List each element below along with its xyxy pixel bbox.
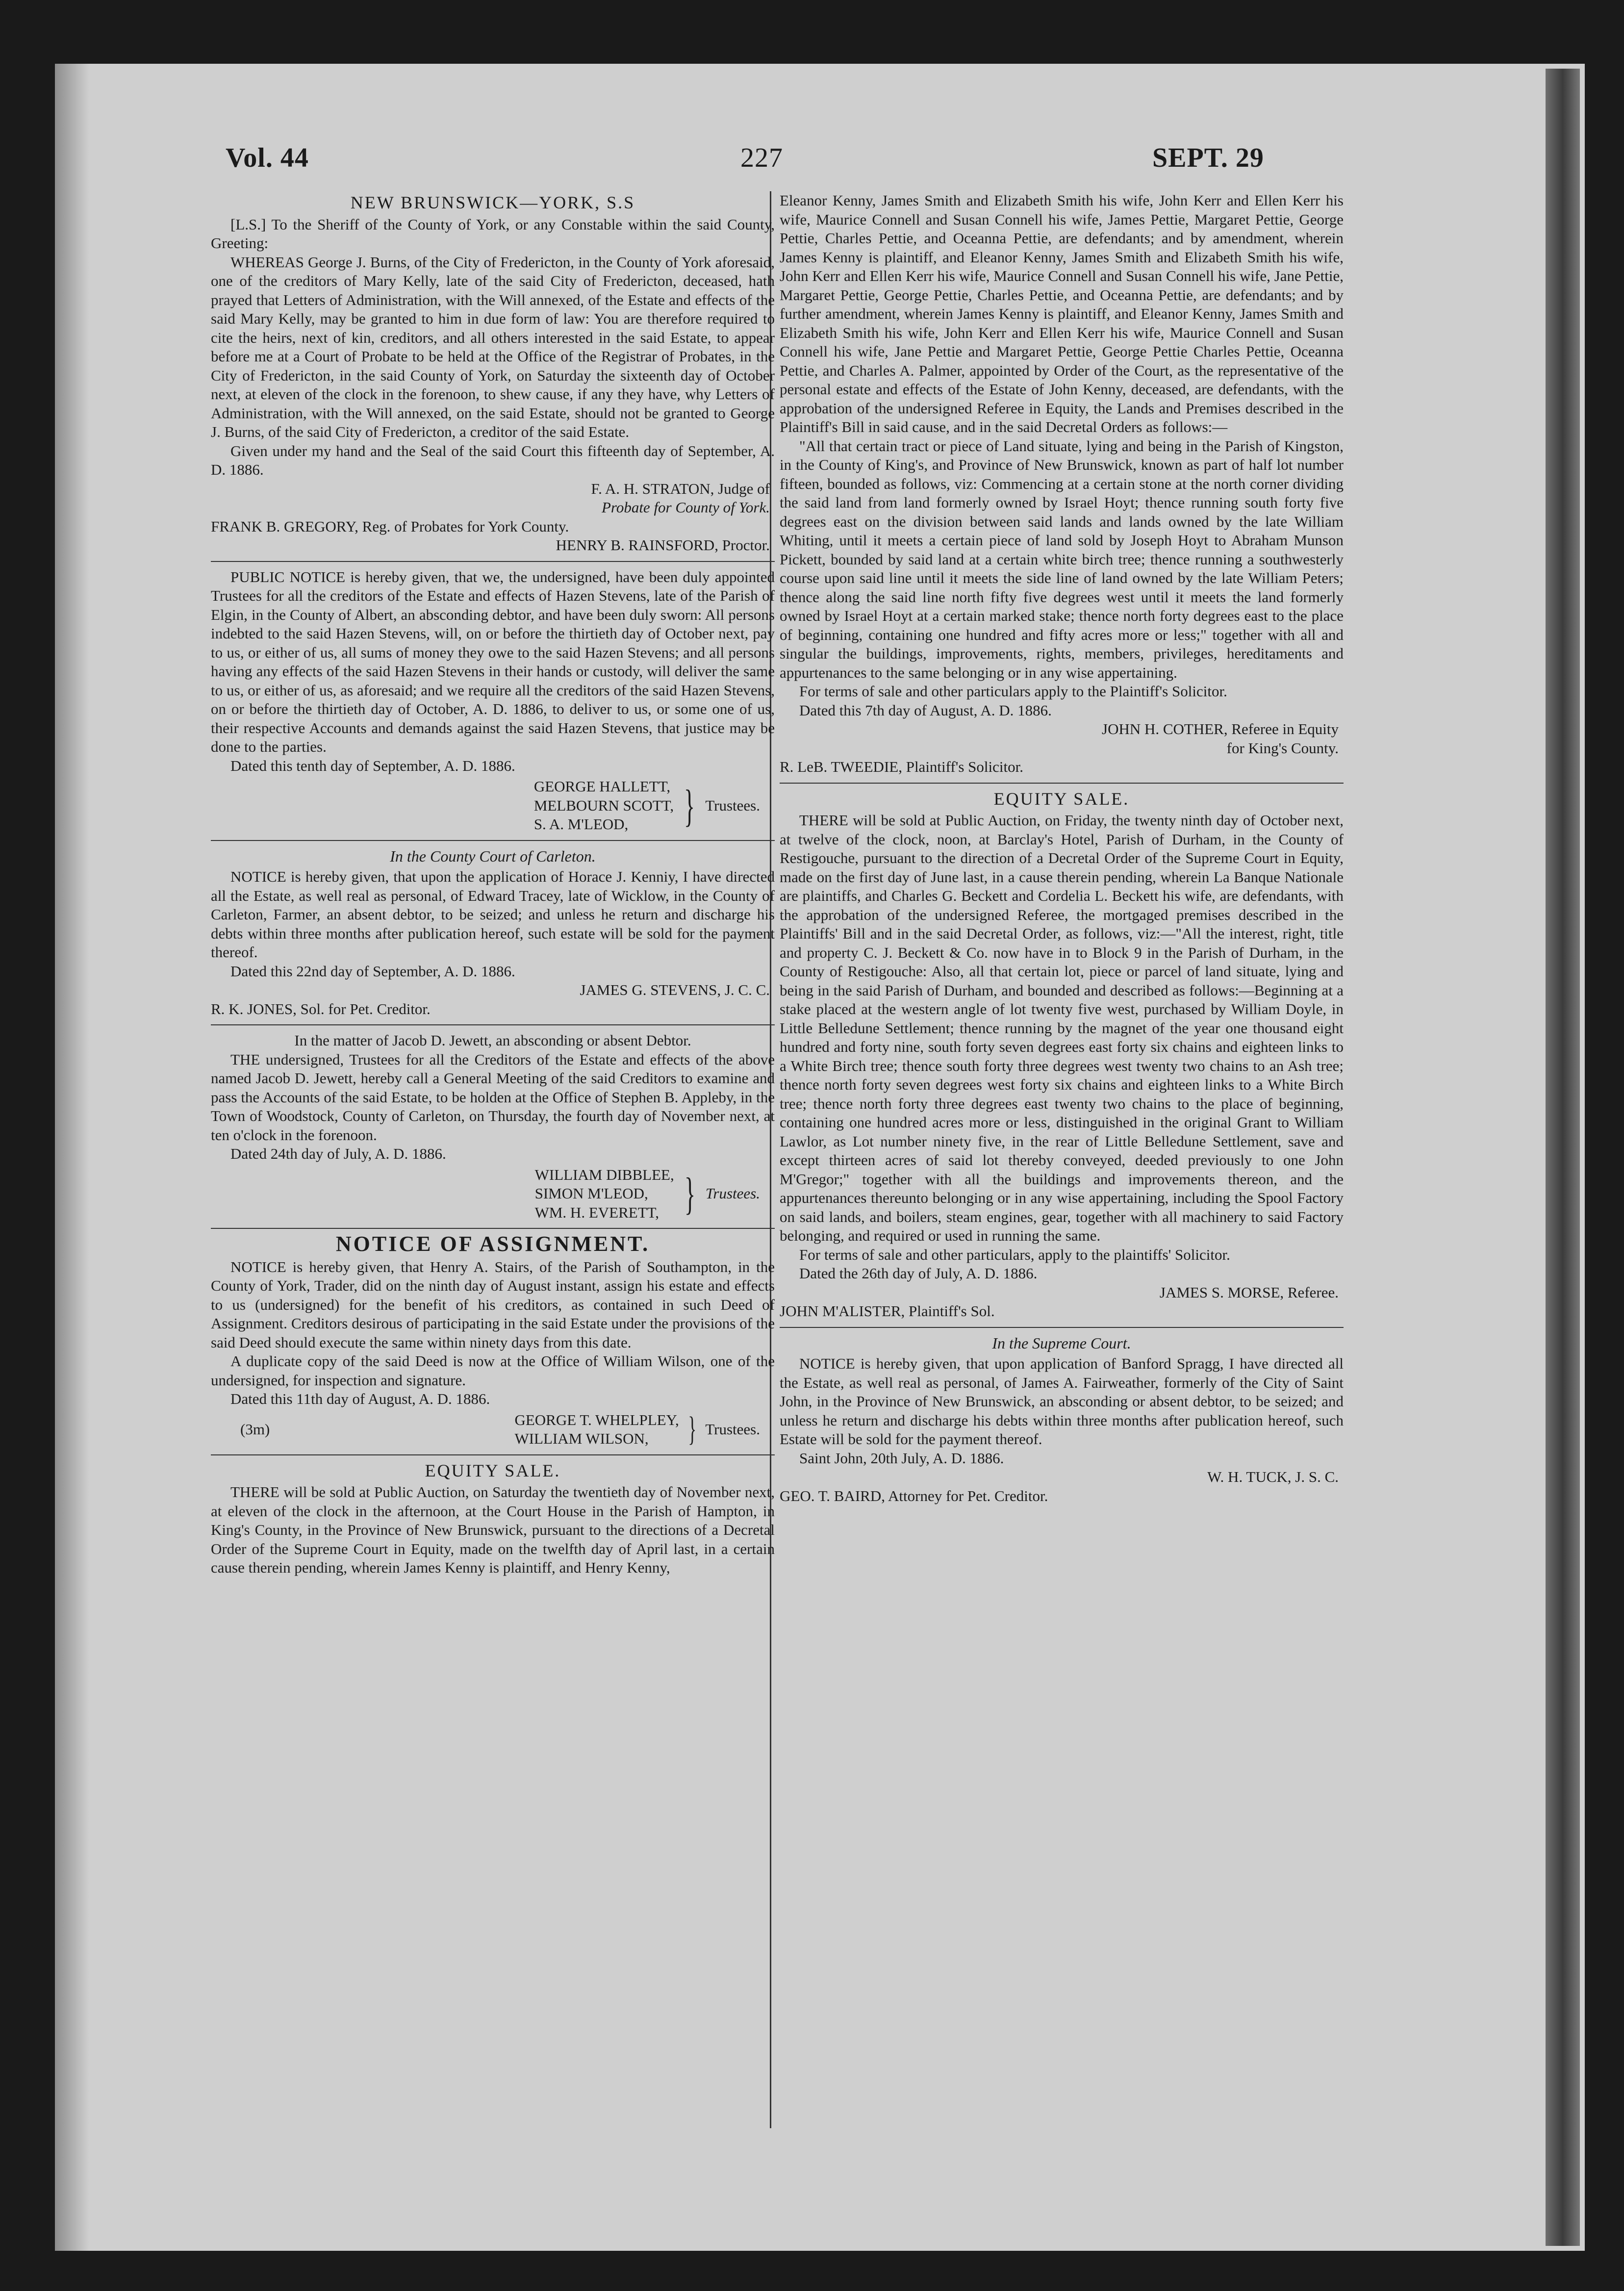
insertion-code: (3m) [240, 1420, 270, 1438]
notice-body: THE undersigned, Trustees for all the Creditors of the Estate and effects of the above named Jacob D. Jewett, hereby call a General Meeting of the said Creditors to examine and pass the Accounts of the said Estate, to be holden at the Office of Stephen B. Appleby, in the Town of Woodstock, County of Carleton, on Thursday, the fourth day of November next, at ten o'clock in the forenoon. [211, 1050, 775, 1144]
terms-line: For terms of sale and other particulars, apply to the plaintiffs' Solicitor. [799, 1246, 1230, 1263]
section-divider [211, 1024, 775, 1025]
section-divider [211, 840, 775, 841]
equity-sale-kings [211, 1461, 775, 1578]
judge-signature: W. H. TUCK, J. S. C. [1207, 1468, 1339, 1485]
notice-body-2: A duplicate copy of the said Deed is now at the Office of William Wilson, one of the undersigned, for inspection and signature. [211, 1352, 775, 1389]
trustee-name: WILLIAM DIBBLEE, [534, 1166, 674, 1183]
section-divider [211, 561, 775, 562]
notice-title: EQUITY SALE. [993, 789, 1130, 809]
notice-body: NOTICE is hereby given, that upon the application of Horace J. Kenniy, I have directed all the Estate, as well real as personal, of Edward Tracey, late of Wicklow, in the County of Carleton, Farmer, an absent debtor, to be seized; and unless he return and discharge his debts within three months after publication hereof, such estate will be sold for the payment thereof. [211, 868, 775, 961]
section-divider [211, 1454, 775, 1455]
equity-sale-kings-continued [780, 191, 1344, 777]
gazette-page [191, 108, 1363, 2158]
equity-sale-restigouche [780, 789, 1344, 1321]
notice-title: NOTICE OF ASSIGNMENT. [335, 1232, 650, 1256]
solicitor-line: JOHN M'ALISTER, Plaintiff's Sol. [780, 1302, 995, 1320]
section-divider [780, 1327, 1344, 1328]
trustee-name: SIMON M'LEOD, [534, 1185, 648, 1202]
judge-title: Probate for County of York. [601, 499, 770, 516]
trustees-public-notice [211, 568, 775, 834]
brace-glyph: } [684, 780, 695, 831]
trustee-name: GEORGE T. WHELPLEY, [514, 1411, 679, 1428]
notice-body: THERE will be sold at Public Auction, on Saturday the twentieth day of November next, at eleven of the clock in the afternoon, at the Court House in the Parish of Hampton, in King's County, in the Province of New Brunswick, pursuant to the directions of a Decretal Order of the Supreme Court in Equity, made on the twelfth day of April last, in a certain cause therein pending, wherein James Kenny is plaintiff, and Henry Kenny, [211, 1483, 775, 1576]
trustees-label: Trustees. [705, 1420, 760, 1438]
trustees-block [211, 777, 775, 834]
right-column [780, 191, 1344, 1505]
notice-of-assignment [211, 1232, 775, 1449]
trustee-name: GEORGE HALLETT, [533, 778, 671, 795]
notice-dated: Dated 24th day of July, A. D. 1886. [230, 1145, 446, 1162]
notice-body: Eleanor Kenny, James Smith and Elizabeth Smith his wife, John Kerr and Ellen Kerr his wife, Maurice Connell and Susan Connell his wife, James Pettie, Margaret Pettie, George Pettie, Charles Pettie, and Oceanna Pettie, are defendants; and by amendment, wherein James Kenny is plaintiff, and Eleanor Kenny, James Smith and Elizabeth Smith his wife, John Kerr and Ellen Kerr his wife, Maurice Connell and Susan Connell his wife, Jane Pettie, Margaret Pettie, George Pettie, Charles Pettie, and Oceanna Pettie, are defendants; and by further amendment, wherein James Kenny is plaintiff, and Eleanor Kenny, James Smith and Elizabeth Smith his wife, John Kerr and Ellen Kerr his wife, Maurice Connell and Susan Connell his wife, Jane Pettie and Margaret Pettie, George Pettie Charles Pettie, Oceanna Pettie, and Charles A. Palmer, appointed by Order of the Court, as the representative of the personal estate and effects of the Estate of John Kenny, deceased, are defendants, with the approbation of the undersigned Referee in Equity, the Lands and Premises described in the Plaintiff's Bill in said cause, and in the said Decretal Orders as follows:— [780, 192, 1344, 435]
notice-dated: Saint John, 20th July, A. D. 1886. [799, 1449, 1004, 1467]
notice-body: NOTICE is hereby given, that Henry A. Stairs, of the Parish of Southampton, in the County of York, Trader, did on the ninth day of August instant, assign his estate and effects to us (undersigned) for the benefit of his creditors, as contained in such Deed of Assignment. Creditors desirous of participating in the said Estate under the provisions of the said Deed should execute the same within ninety days from this date. [211, 1258, 775, 1351]
brace-glyph: } [684, 1169, 695, 1219]
trustee-name: MELBOURN SCOTT, [533, 796, 674, 814]
trustees-label: Trustees. [705, 1185, 760, 1202]
trustees-label: Trustees. [705, 796, 760, 814]
notice-address: [L.S.] To the Sheriff of the County of York, or any Constable within the said County, Greeting: [211, 215, 775, 252]
trustee-name: WM. H. EVERETT, [534, 1203, 660, 1221]
trustees-block [211, 1166, 775, 1222]
terms-line: For terms of sale and other particulars apply to the Plaintiff's Solicitor. [799, 683, 1227, 700]
notice-title: NEW BRUNSWICK—YORK, S.S [350, 193, 635, 212]
book-edge [1546, 69, 1580, 2246]
referee-signature: JOHN H. COTHER, Referee in Equity [1102, 720, 1339, 738]
binding-shadow [55, 64, 89, 2251]
notice-dated: Dated this 22nd day of September, A. D. 1886. [230, 962, 515, 980]
notice-dated: Dated this tenth day of September, A. D. 1886. [230, 757, 515, 774]
trustee-name: WILLIAM WILSON, [514, 1430, 649, 1447]
notice-dated: Dated this 7th day of August, A. D. 1886. [799, 701, 1052, 719]
solicitor-line: R. K. JONES, Sol. for Pet. Creditor. [211, 1000, 431, 1018]
court-heading: In the County Court of Carleton. [390, 847, 596, 865]
proctor-line: HENRY B. RAINSFORD, Proctor. [556, 536, 770, 554]
judge-signature: JAMES G. STEVENS, J. C. C. [580, 981, 770, 998]
referee-title: for King's County. [1226, 739, 1339, 757]
notice-title: EQUITY SALE. [425, 1460, 561, 1480]
notice-given: Given under my hand and the Seal of the said Court this fifteenth day of September, A. D. 1886. [211, 442, 775, 478]
page-number: 227 [740, 143, 783, 173]
solicitor-line: R. LeB. TWEEDIE, Plaintiff's Solicitor. [780, 758, 1023, 775]
trustees-block [211, 1411, 775, 1449]
probate-citation-notice [211, 193, 775, 555]
left-column [211, 191, 775, 1578]
absconding-debtor-notice [211, 1031, 775, 1222]
court-heading: In the Supreme Court. [992, 1334, 1131, 1352]
matter-heading: In the matter of Jacob D. Jewett, an absconding or absent Debtor. [294, 1032, 691, 1049]
trustee-name: S. A. M'LEOD, [533, 815, 629, 833]
notice-body: THERE will be sold at Public Auction, on Friday, the twenty ninth day of October next, at twelve of the clock, noon, at Barclay's Hotel, Parish of Durham, in the County of Restigouche, pursuant to the direction of a Decretal Order of the Supreme Court in Equity, made on the first day of June last, in a cause therein pending, wherein La Banque Nationale are plaintiffs, and Charles G. Beckett and Cordelia L. Beckett his wife, are defendants, with the approbation of the undersigned Referee, the mortgaged premises described in the Plaintiffs' Bill and in the said Decretal Order, as follows, viz:—"All the interest, right, title and property C. J. Beckett & Co. now have in to Block 9 in the Parish of Durham, in the County of Restigouche: Also, all that certain lot, piece or parcel of land situate, lying and being in the said Parish of Durham, and bounded and described as follows:—Beginning at a stake placed at the western angle of lot twenty five west, purchased by William Doyle, in Little Belledune Settlement; thence running by the magnet of the year one thousand eight hundred and forty nine, south forty seven degrees east forty six chains and eighteen links to a White Birch tree; thence south forty three degrees west twenty two chains to an Ash tree; thence north forty seven degrees west forty six chains and eighteen links to a White Birch tree; thence north forty three degrees east twenty two chains to the place of beginning, containing one hundred acres more or less, distinguished in the original Grant to William Lawlor, as Lot number ninety five, in the rear of Little Belledune Settlement, save and except thirteen acres of said lot thereby conveyed, deeded previously to one John M'Gregor;" together with all the buildings and improvements thereon, and the appurtenances thereunto belonging or in any wise appertaining, including the Spool Factory on said lands, and boilers, steam engines, gear, together with all machinery to said Factory belonging, and required or used in running the same. [780, 812, 1344, 1244]
referee-signature: JAMES S. MORSE, Referee. [1159, 1283, 1339, 1301]
county-court-notice [211, 847, 775, 1019]
property-description: "All that certain tract or piece of Land situate, lying and being in the Parish of Kingston, in the County of King's, and Province of New Brunswick, known as part of half lot number fifteen, bounded as follows, viz: Commencing at a certain stone at the north corner dividing the said land from land formerly owned by Israel Hoyt; thence running south forty five degrees east on the division between said lands and lands owned by the late William Whiting, until it meets a certain piece of land sold by Joseph Hoyt to Abraham Munson Pickett, bounded by said land at a certain white birch tree; thence running a southwesterly course upon said line until it meets the side line of land owned by the late William Peters; thence along the said line north fifty five degrees west until it meets the land formerly owned by Israel Hoyt at a certain marked stake; thence north forty degrees east to the place of beginning, containing one hundred and fifty acres more or less;" together with all and singular the buildings, improvements, rights, members, privileges, hereditaments and appurtenances to the same belonging or in any wise appertaining. [780, 437, 1344, 681]
section-divider [211, 1228, 775, 1229]
section-divider [780, 783, 1344, 784]
volume-number: Vol. 44 [226, 143, 309, 173]
attorney-line: GEO. T. BAIRD, Attorney for Pet. Creditor. [780, 1487, 1048, 1504]
notice-body: NOTICE is hereby given, that upon application of Banford Spragg, I have directed all the Estate, as well real as personal, of James A. Fairweather, formerly of the City of Saint John, in the Province of New Brunswick, an absconding or absent debtor, to be seized; and unless he return and discharge his debts within three months after publication hereof, such Estate will be sold for the payment thereof. [780, 1355, 1344, 1448]
issue-date: SEPT. 29 [1152, 143, 1264, 173]
brace-glyph: } [688, 1410, 696, 1448]
notice-body: PUBLIC NOTICE is hereby given, that we, the undersigned, have been duly appointed Trustees for all the creditors of the Estate and effects of Hazen Stevens, late of the Parish of Elgin, in the County of Albert, an absconding debtor, and have been duly sworn: All persons indebted to the said Hazen Stevens, will, on or before the thirtieth day of October next, pay to us, or either of us, all sums of money they owe to the said Hazen Stevens; and all persons having any effects of the said Hazen Stevens in their hands or custody, will deliver the same to us, or either of us, as aforesaid; and we require all the creditors of the said Hazen Stevens, on or before the thirtieth day of October, A. D. 1886, to deliver to us, or some one of us, their respective Accounts and demands against the said Hazen Stevens, that justice may be done to the parties. [211, 568, 775, 755]
supreme-court-notice [780, 1334, 1344, 1506]
notice-body: WHEREAS George J. Burns, of the City of Fredericton, in the County of York aforesaid, one of the creditors of Mary Kelly, late of the said City of Fredericton, deceased, hath prayed that Letters of Administration, with the Will annexed, of the Estate and effects of the said Mary Kelly, may be granted to him in due form of law: You are therefore required to cite the heirs, next of kin, creditors, and all others interested in the said Estate, to appear before me at a Court of Probate to be held at the Office of the Registrar of Probates, in the City of Fredericton, in the said County of York, on Saturday the sixteenth day of October next, at eleven of the clock in the forenoon, to shew cause, if any they have, why Letters of Administration, with the Will annexed, on the said Estate, should not be granted to George J. Burns, of the said City of Fredericton, a creditor of the said Estate. [211, 253, 775, 440]
notice-dated: Dated this 11th day of August, A. D. 1886. [230, 1390, 490, 1407]
notice-dated: Dated the 26th day of July, A. D. 1886. [799, 1265, 1038, 1282]
judge-signature: F. A. H. STRATON, Judge of [591, 480, 770, 497]
registrar-line: FRANK B. GREGORY, Reg. of Probates for York County. [211, 517, 569, 535]
